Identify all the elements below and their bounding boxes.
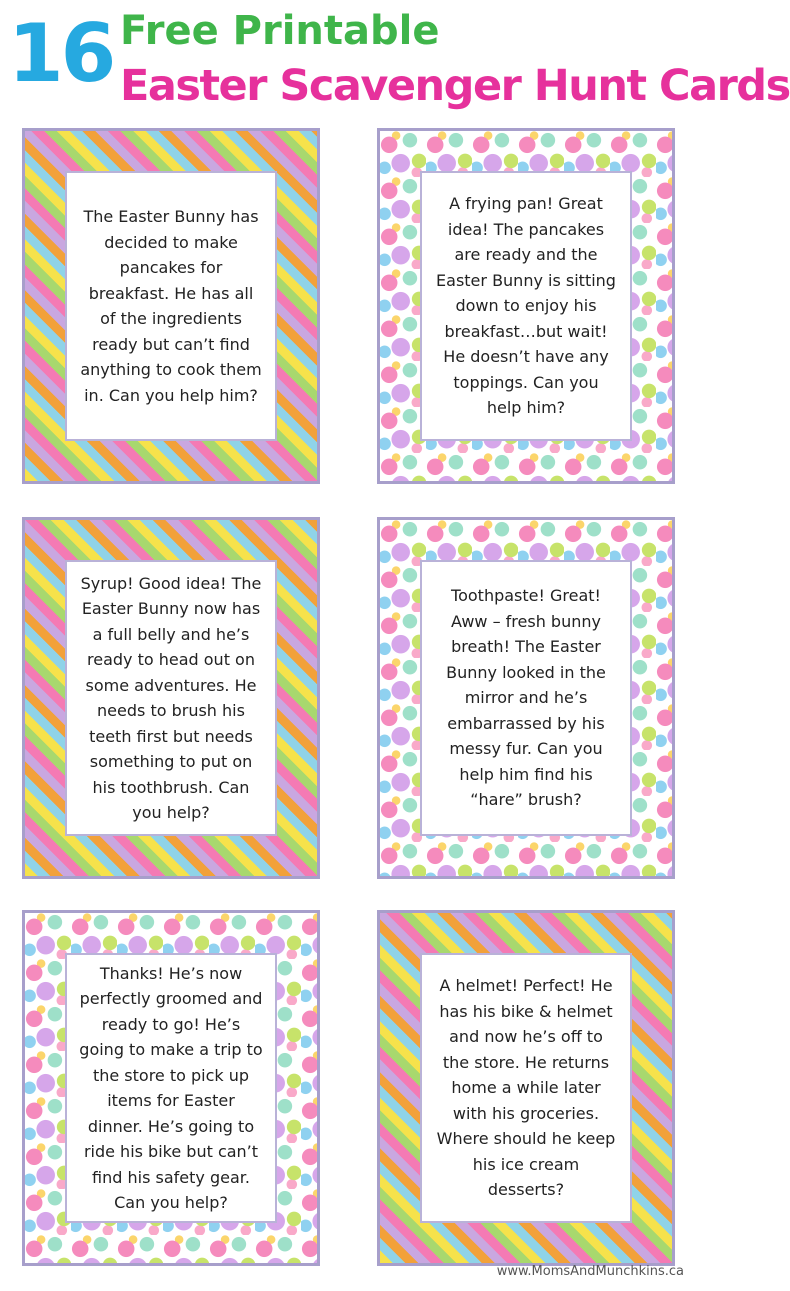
card-3-text: Syrup! Good idea! The Easter Bunny now has a full belly and he’s ready to head out on some adventures. He needs to brush his teeth first but needs something to put on his toothbrush. Can you help? [80, 573, 262, 822]
card-4-panel [420, 560, 632, 836]
card-5-panel [65, 953, 277, 1223]
title-header [0, 0, 790, 120]
title-line-2: Easter Scavenger Hunt Cards [120, 61, 790, 111]
card-6-text: A helmet! Perfect! He has his bike & helmet and now he’s off to the store. He returns home a while later with his groceries. Where should he keep his ice cream desserts? [436, 976, 616, 1200]
title-line-1: Free Printable [120, 8, 440, 54]
card-1-text: The Easter Bunny has decided to make pancakes for breakfast. He has all of the ingredients ready but can’t find anything to cook them in. Can you help him? [80, 207, 262, 405]
card-5-text: Thanks! He’s now perfectly groomed and ready to go! He’s going to make a trip to the store to pick up items for Easter dinner. He’s going to ride his bike but can’t find his safety gear. Can you help? [79, 963, 263, 1212]
card-5 [22, 910, 320, 1266]
title-number: 16 [8, 7, 114, 100]
card-2-text: A frying pan! Great idea! The pancakes are ready and the Easter Bunny is sitting down to enjoy his breakfast…but wait! He doesn’t have any toppings. Can you help him? [436, 194, 616, 418]
card-2-panel [420, 171, 632, 441]
site-credit: www.MomsAndMunchkins.ca [496, 1264, 684, 1279]
card-2 [377, 128, 675, 484]
card-4-text: Toothpaste! Great! Aww – fresh bunny breath! The Easter Bunny looked in the mirror and he’s embarrassed by his messy fur. Can you help him find his “hare” brush? [446, 586, 606, 810]
card-1-panel [65, 171, 277, 441]
card-3-panel [65, 560, 277, 836]
card-1 [22, 128, 320, 484]
card-3 [22, 517, 320, 879]
card-6 [377, 910, 675, 1266]
card-4 [377, 517, 675, 879]
card-6-panel [420, 953, 632, 1223]
